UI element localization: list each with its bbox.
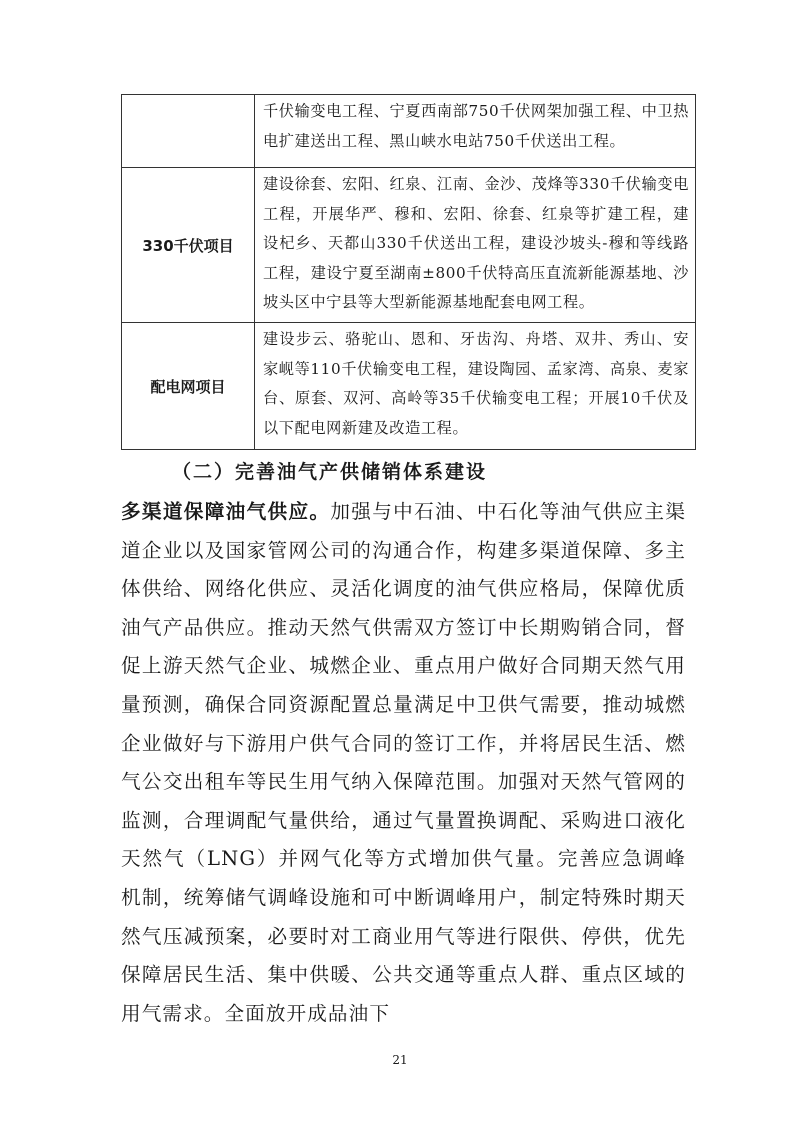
table-row-content: 建设徐套、宏阳、红泉、江南、金沙、茂烽等330千伏输变电工程，开展华严、穆和、宏阳、徐套、红泉等扩建工程，建设杞乡、天都山330千伏送出工程，建设沙坡头-穆和等线路工程，建设宁夏至湖南±800千伏特高压直流新能源基地、沙坡头区中宁县等大型新能源基地配套电网工程。 [255, 168, 696, 323]
section-heading: （二）完善油气产供储销体系建设 [172, 461, 488, 483]
table-row [122, 168, 696, 323]
paragraph-body: 加强与中石油、中石化等油气供应主渠道企业以及国家管网公司的沟通合作，构建多渠道保障、多主体供给、网络化供应、灵活化调度的油气供应格局，保障优质油气产品供应。推动天然气供需双方签订中长期购销合同，督促上游天然气企业、城燃企业、重点用户做好合同期天然气用量预测，确保合同资源配置总量满足中卫供气需要，推动城燃企业做好与下游用户供气合同的签订工作，并将居民生活、燃气公交出租车等民生用气纳入保障范围。加强对天然气管网的监测，合理调配气量供给，通过气量置换调配、采购进口液化天然气（LNG）并网气化等方式增加供气量。完善应急调峰机制，统筹储气调峰设施和可中断调峰用户，制定特殊时期天然气压减预案，必要时对工商业用气等进行限供、停供，优先保障居民生活、集中供暖、公共交通等重点人群、重点区域的用气需求。全面放开成品油下 [121, 500, 687, 1025]
page-number: 21 [392, 1053, 408, 1067]
table-row-label: 330千伏项目 [122, 168, 255, 323]
table-row-label [122, 95, 255, 168]
project-table [121, 94, 696, 450]
body-paragraph [121, 493, 686, 1033]
table-row [122, 95, 696, 168]
table-row-content: 千伏输变电工程、宁夏西南部750千伏网架加强工程、中卫热电扩建送出工程、黑山峡水电站750千伏送出工程。 [255, 95, 696, 168]
table-row-content: 建设步云、骆驼山、恩和、牙齿沟、舟塔、双井、秀山、安家岘等110千伏输变电工程，建设陶园、孟家湾、高泉、麦家台、原套、双河、高岭等35千伏输变电工程；开展10千伏及以下配电网新建及改造工程。 [255, 323, 696, 450]
table-row [122, 323, 696, 450]
paragraph-lead: 多渠道保障油气供应。 [121, 500, 331, 523]
table-row-label: 配电网项目 [122, 323, 255, 450]
